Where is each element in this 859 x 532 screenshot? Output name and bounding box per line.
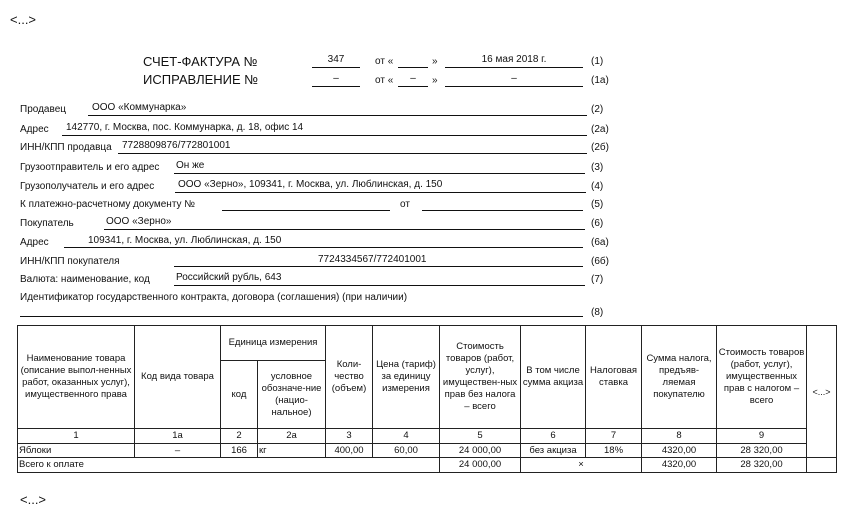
seller-address-code: (2а) <box>591 124 609 135</box>
contract-id-value <box>20 303 583 317</box>
col-num: 4 <box>373 429 440 444</box>
seller-value: ООО «Коммунарка» <box>88 102 587 116</box>
consignee-value: ООО «Зерно», 109341, г. Москва, ул. Люблинская, д. 150 <box>175 179 586 193</box>
total-label: Всего к оплате <box>18 458 440 473</box>
cell-tax-rate: 18% <box>586 444 642 458</box>
seller-address-value: 142770, г. Москва, пос. Коммунарка, д. 18, офис 14 <box>62 122 587 136</box>
col-num: 1а <box>135 429 221 444</box>
header-unit-code: код <box>221 361 258 429</box>
col-num: 7 <box>586 429 642 444</box>
cell-name: Яблоки <box>18 444 135 458</box>
shipper-label: Грузоотправитель и его адрес <box>20 162 160 173</box>
total-row <box>18 458 837 473</box>
cell-unit-symbol: кг <box>258 444 326 458</box>
buyer-address-code: (6а) <box>591 237 609 248</box>
invoice-number: 347 <box>312 54 360 68</box>
invoice-day <box>398 54 428 68</box>
close-quote: » <box>432 56 438 67</box>
col-num: 2 <box>221 429 258 444</box>
cell-unit-code: 166 <box>221 444 258 458</box>
currency-code: (7) <box>591 274 604 285</box>
header-tax-amount: Сумма налога, предъяв-ляемая покупателю <box>642 326 717 429</box>
correction-code: (1а) <box>591 75 609 86</box>
payment-doc-label: К платежно-расчетному документу № <box>20 199 196 210</box>
total-cost-no-tax: 24 000,00 <box>440 458 521 473</box>
header-unit-symbol: условное обозначе-ние (нацио-нальное) <box>258 361 326 429</box>
col-num: 6 <box>521 429 586 444</box>
buyer-value: ООО «Зерно» <box>104 216 585 230</box>
header-unit: Единица измерения <box>221 326 326 361</box>
consignee-label: Грузополучатель и его адрес <box>20 181 155 192</box>
invoice-date: 16 мая 2018 г. <box>445 54 583 68</box>
col-num: 9 <box>717 429 807 444</box>
correction-day: – <box>398 73 428 87</box>
cell-type-code: – <box>135 444 221 458</box>
close-quote: » <box>432 75 438 86</box>
seller-inn-code: (2б) <box>591 142 609 153</box>
invoice-label: СЧЕТ-ФАКТУРА № <box>143 54 258 69</box>
seller-label: Продавец <box>20 104 66 115</box>
ellipsis-bottom: <...> <box>20 492 47 507</box>
correction-label: ИСПРАВЛЕНИЕ № <box>143 72 259 87</box>
cell-price: 60,00 <box>373 444 440 458</box>
payment-doc-number <box>222 197 390 211</box>
total-tax-amount: 4320,00 <box>642 458 717 473</box>
buyer-inn-value: 7724334567/772401001 <box>174 254 583 267</box>
total-more <box>807 458 837 473</box>
consignee-code: (4) <box>591 181 604 192</box>
header-cost-with-tax: Стоимость товаров (работ, услуг), имущественных прав с налогом – всего <box>717 326 807 429</box>
contract-id-label: Идентификатор государственного контракта, договора (соглашения) (при наличии) <box>20 292 408 303</box>
invoice-table <box>17 325 837 473</box>
buyer-inn-label: ИНН/КПП покупателя <box>20 256 120 267</box>
correction-number: – <box>312 73 360 87</box>
seller-address-label: Адрес <box>20 124 49 135</box>
ellipsis-top: <...> <box>10 12 37 27</box>
payment-doc-from: от <box>400 199 410 210</box>
cell-cost-no-tax: 24 000,00 <box>440 444 521 458</box>
cell-quantity: 400,00 <box>326 444 373 458</box>
invoice-code: (1) <box>591 56 604 67</box>
cell-cost-with-tax: 28 320,00 <box>717 444 807 458</box>
buyer-code: (6) <box>591 218 604 229</box>
col-num: 2а <box>258 429 326 444</box>
seller-inn-label: ИНН/КПП продавца <box>20 142 112 153</box>
cell-tax-amount: 4320,00 <box>642 444 717 458</box>
header-name: Наименование товара (описание выпол-ненных работ, оказанных услуг), имущественного права <box>18 326 135 429</box>
header-type-code: Код вида товара <box>135 326 221 429</box>
col-num: 3 <box>326 429 373 444</box>
currency-label: Валюта: наименование, код <box>20 274 150 285</box>
payment-doc-date <box>422 197 583 211</box>
col-num: 8 <box>642 429 717 444</box>
cell-excise: без акциза <box>521 444 586 458</box>
correction-from-label: от « <box>375 75 394 86</box>
header-quantity: Коли-чество (объем) <box>326 326 373 429</box>
seller-code: (2) <box>591 104 604 115</box>
table-row <box>18 444 837 458</box>
col-num: 5 <box>440 429 521 444</box>
buyer-address-label: Адрес <box>20 237 49 248</box>
buyer-label: Покупатель <box>20 218 74 229</box>
currency-value: Российский рубль, 643 <box>174 272 585 286</box>
total-cost-with-tax: 28 320,00 <box>717 458 807 473</box>
contract-id-code: (8) <box>591 307 604 318</box>
seller-inn-value: 7728809876/772801001 <box>118 140 587 154</box>
shipper-value: Он же <box>174 160 585 174</box>
header-excise: В том числе сумма акциза <box>521 326 586 429</box>
header-cost-no-tax: Стоимость товаров (работ, услуг), имуществен-ных прав без налога – всего <box>440 326 521 429</box>
col-num: 1 <box>18 429 135 444</box>
shipper-code: (3) <box>591 162 604 173</box>
buyer-address-value: 109341, г. Москва, ул. Люблинская, д. 150 <box>64 235 583 248</box>
header-price: Цена (тариф) за единицу измерения <box>373 326 440 429</box>
total-excise: × <box>521 458 642 473</box>
payment-doc-code: (5) <box>591 199 604 210</box>
correction-date: – <box>445 73 583 87</box>
header-tax-rate: Налоговая ставка <box>586 326 642 429</box>
invoice-from-label: от « <box>375 56 394 67</box>
buyer-inn-code: (6б) <box>591 256 609 267</box>
header-more: <...> <box>807 326 837 458</box>
